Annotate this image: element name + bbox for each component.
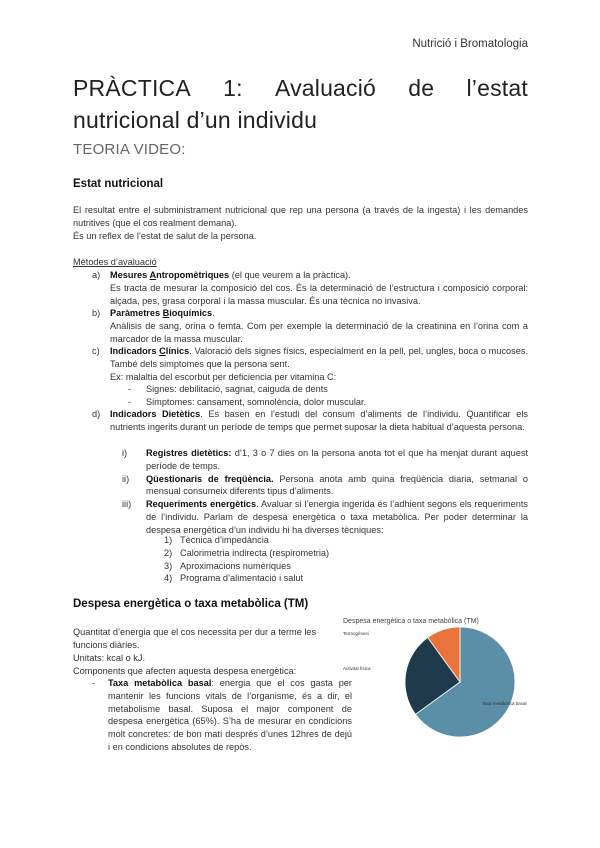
- title-line-1: [73, 72, 528, 104]
- item-label: a): [92, 270, 101, 280]
- despesa-paragraph-2: Unitats: kcal o kJ.: [73, 653, 145, 663]
- list-item: 1) Tècnica d’impedància: [164, 535, 269, 545]
- list-item: 3) Aproximacions numèriques: [164, 560, 291, 571]
- list-item: 4) Programa d’alimentació i salut: [164, 573, 304, 584]
- metode-c-example: Ex: malaltia del escorbut per deficiencia per vitamina C:: [110, 371, 337, 382]
- estat-paragraph-2: És un reflex de l’estat de salut de la persona.: [73, 231, 257, 241]
- metode-a-detail: Es tracta de mesurar la composició del cos. És la determinació de l’estructura i composició corporal: alçada, pes, grasa corporal i la massa muscular. És una tècnica no invasiva.: [110, 282, 528, 306]
- metode-c: c) Indicadors Clínics. Valoració dels signes físics, especialment en la pell, pel, ungles, boca o mucoses. També dels simptomes que la persona sent. Ex: malaltia del escorbut per deficiencia per vitamina C: - Signes: debilitació, sagnat, caiguda de dents - Simptomes: cansament, somnolència, dolor muscular.: [92, 346, 528, 408]
- item-label: d): [92, 409, 101, 419]
- list-item: i) Registres dietètics: d’1, 3 o 7 dies on la persona anota tot el que ha menjat durant aquest període de temps.: [122, 448, 528, 471]
- metode-c-name: Indicadors Clínics: [110, 346, 190, 356]
- item-label: b): [92, 308, 101, 318]
- despesa-paragraph-1: Quantitat d’energia que el cos necessita per dur a terme les funcions diàries.: [73, 627, 317, 650]
- metode-d-name: Indicadors Dietètics: [110, 409, 201, 419]
- dietetic-sublist: [122, 447, 528, 537]
- page-title: [73, 72, 528, 136]
- legend-label: Termogènesi: [343, 631, 369, 636]
- despesa-paragraph-3: Components que afecten aquesta despesa energètica:: [73, 666, 297, 676]
- list-item: - Simptomes: cansament, somnolència, dolor muscular.: [128, 397, 367, 408]
- list-item: ii) Qüestionaris de freqüència. Persona anota amb quina freqüència diaria, setmanal o mensual consumeix diferents tipus d’aliments.: [122, 473, 528, 497]
- title-word: 1:: [223, 75, 243, 101]
- metode-b-name: Paràmetres Bioquímics: [110, 308, 213, 318]
- despesa-bullet: - Taxa metabòlica basal: energia que el cos gasta per mantenir les funcions vitals de l’organisme, és a dir, el metabolisme basal. Suposa el major component de despesa energètica (65%). S’ha de mesurar en condicions molt concretes: de bon matí després d’unes 12hres de dejú i en condicions absolutes de repòs.: [92, 678, 352, 752]
- section-heading-estat: Estat nutricional: [73, 178, 164, 190]
- metabolic-rate-pie-chart: [340, 612, 530, 752]
- page-subtitle: TEORIA VIDEO:: [73, 141, 186, 158]
- metode-d: d) Indicadors Dietètics. Es basen en l’estudi del consum d’aliments de l’individu. Quantificar els nutrients ingerits durant un període de temps que permet suposar la dieta habitual d’aquesta persona.: [92, 409, 528, 432]
- item-label: c): [92, 346, 100, 356]
- metodes-heading: Mètodes d’avaluació: [73, 257, 157, 267]
- title-word: l’estat: [466, 75, 528, 101]
- metode-a: a) Mesures Antropomètriques (el que veurem a la pràctica). Es tracta de mesurar la composició del cos. És la determinació de l’estructura i composició corporal: alçada, pes, grasa corporal i la massa muscular. És una tècnica no invasiva.: [92, 270, 528, 306]
- pie-slices: [405, 627, 515, 737]
- estat-paragraph-1: El resultat entre el subministrament nutricional que rep una persona (a través de la ingesta) i les demandes nutritives (que el cos realment demana).: [73, 205, 528, 228]
- metode-a-name: Mesures Antropomètriques: [110, 270, 230, 280]
- title-word: Avaluació: [274, 75, 377, 101]
- chart-title: Despesa energètica o taxa metabòlica (TM): [343, 618, 479, 625]
- techniques-list: [164, 534, 329, 585]
- document-header-course: Nutrició i Bromatologia: [412, 38, 528, 50]
- metode-b-detail: Anàlisis de sang, orina o femta. Com per exemple la determinació de la creatinina en l’orina com a marcador de la massa muscular.: [110, 320, 528, 344]
- list-item: iii) Requeriments energètics. Avaluar si l’energia ingerida és l’adhient segons els requeriments de l’individu. Parlam de despesa energètica o taxa metabòlica. Per poder determinar la despesa energètica d’un individu hi ha diverses tècniques:: [122, 499, 528, 535]
- metode-b: b) Paràmetres Bioquímics. Anàlisis de sang, orina o femta. Com per exemple la determinació de la creatinina en l’orina com a marcador de la massa muscular.: [92, 308, 528, 344]
- title-line-2: nutricional d’un individu: [73, 107, 318, 133]
- title-word: de: [408, 75, 435, 101]
- list-item: - Signes: debilitació, sagnat, caiguda de dents: [128, 384, 328, 395]
- section-heading-despesa: Despesa energètica o taxa metabòlica (TM): [73, 598, 309, 610]
- legend-label: Taxa metabòlica basal: [482, 701, 527, 706]
- legend-label: Activitat física: [343, 666, 371, 671]
- title-word: PRÀCTICA: [73, 75, 191, 101]
- list-item: 2) Calorimetria indirecta (respirometria): [164, 547, 330, 558]
